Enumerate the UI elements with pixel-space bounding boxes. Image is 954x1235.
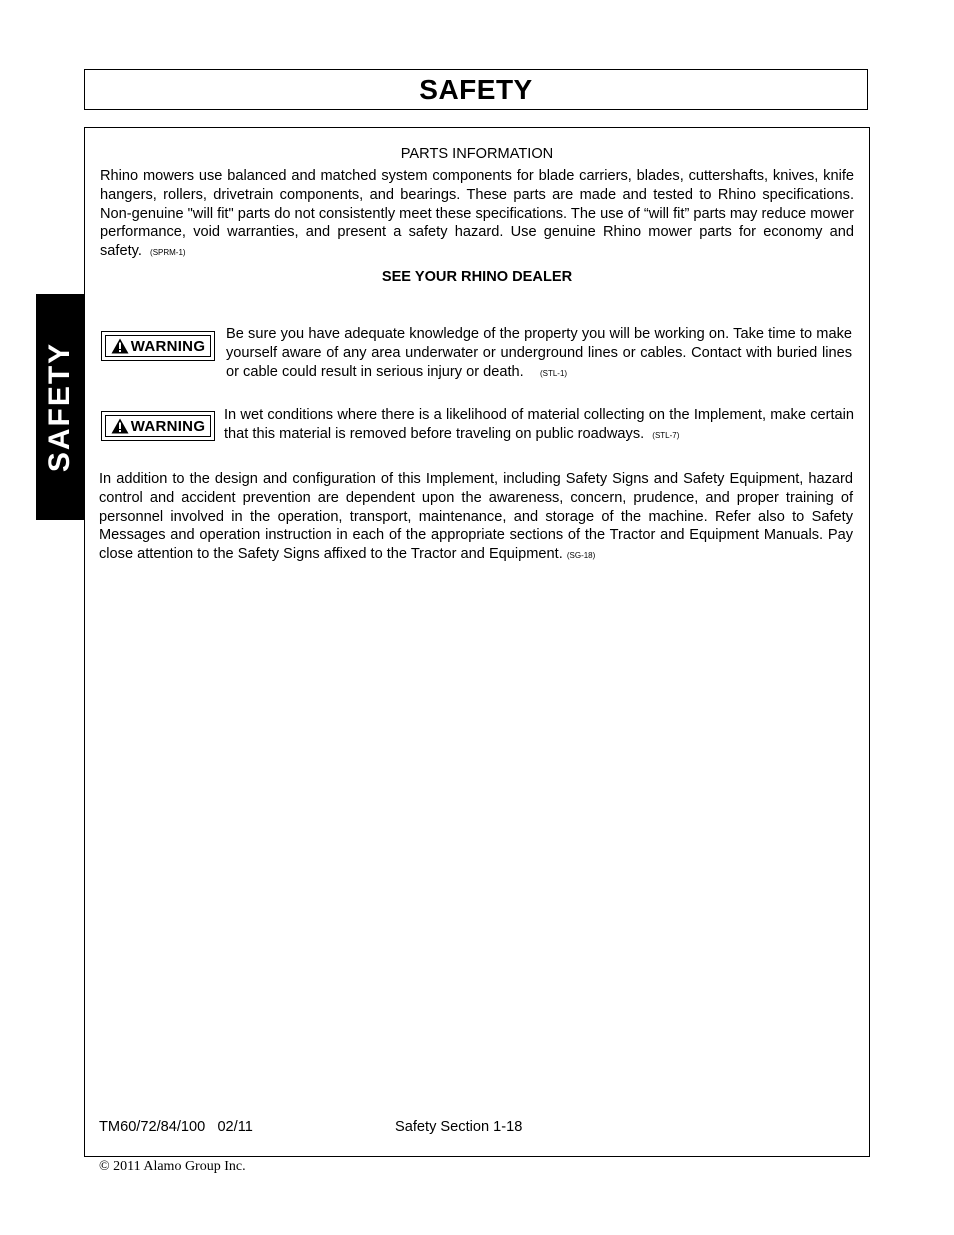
warning-label-text: WARNING [130, 417, 206, 435]
copyright: © 2011 Alamo Group Inc. [99, 1159, 246, 1174]
parts-information-heading: PARTS INFORMATION [400, 146, 554, 162]
content-frame [84, 127, 870, 1157]
side-tab-label: SAFETY [43, 341, 77, 473]
parts-information-text: Rhino mowers use balanced and matched system components for blade carriers, blades, cuttershafts, knives, knife hangers, rollers, drivetrain components, and bearings. These parts are made and tested to Rhino specifications. Non-genuine "will fit" parts do not consistently meet these specifications. The use of “will fit” parts may reduce mower performance, void warranties, and present a safety hazard. Use genuine Rhino mower parts for economy and safety. [100, 168, 854, 260]
warning-triangle-icon [111, 418, 129, 434]
warning-label-2 [101, 411, 215, 441]
warning-label-1 [101, 331, 215, 361]
parts-information-code: (SPRM-1) [150, 248, 186, 258]
page-title: SAFETY [419, 73, 533, 105]
footer-model: TM60/72/84/100 02/11 [99, 1119, 253, 1135]
warning-triangle-icon [111, 338, 129, 354]
section-side-tab [36, 294, 84, 520]
warning-label-text: WARNING [130, 337, 206, 355]
parts-information-paragraph [100, 167, 854, 263]
warning-message-code: (STL-1) [539, 368, 568, 378]
warning-message-code: (STL-7) [652, 430, 680, 440]
general-safety-code: (SG-18) [566, 551, 596, 561]
see-dealer-heading: SEE YOUR RHINO DEALER [381, 269, 573, 285]
general-safety-text: In addition to the design and configuration of this Implement, including Safety Signs and Safety Equipment, hazard control and accident prevention are dependent upon the awareness, concern, prudence, and proper training of personnel involved in the operation, transport, maintenance, and storage of the machine. Refer also to Safety Messages and operation instruction in each of the appropriate sections of the Tractor and Equipment Manuals. Pay close attention to the Safety Signs affixed to the Tractor and Equipment. [99, 471, 853, 563]
warning-message-1 [226, 325, 852, 383]
page-header [84, 69, 868, 110]
footer-section: Safety Section 1-18 [395, 1119, 523, 1135]
warning-message-text: In wet conditions where there is a likelihood of material collecting on the Implement, make certain that this material is removed before traveling on public roadways. [224, 407, 854, 442]
general-safety-paragraph [99, 470, 853, 566]
warning-message-text: Be sure you have adequate knowledge of the property you will be working on. Take time to make yourself aware of any area underwater or underground lines or cables. Contact with buried lines or cable could result in serious injury or death. [226, 326, 852, 380]
warning-message-2 [224, 406, 854, 446]
